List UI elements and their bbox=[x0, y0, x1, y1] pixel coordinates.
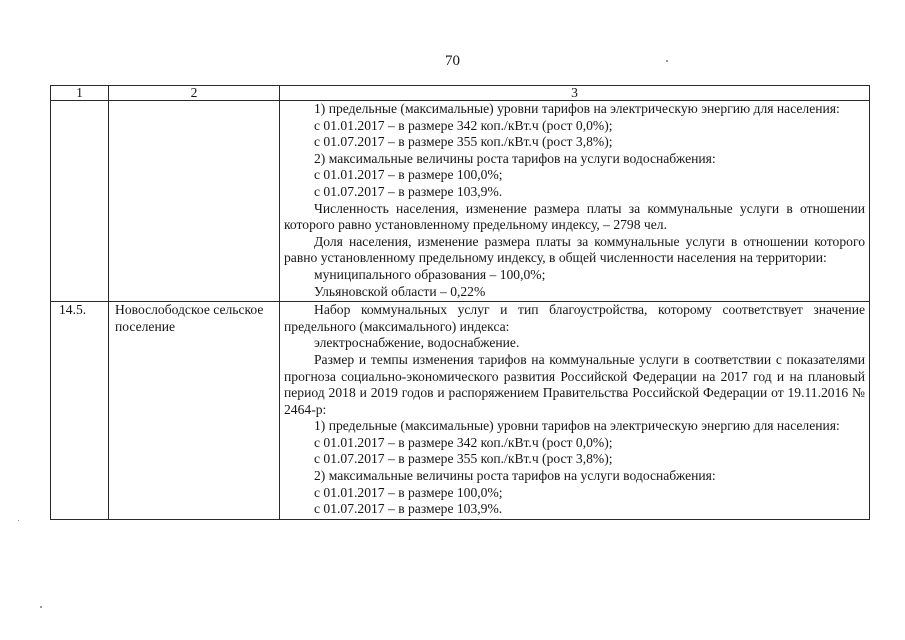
page-number: 70 bbox=[445, 53, 460, 69]
paragraph: Доля населения, изменение размера платы за коммунальные услуги в отношении которого равно установленному предельному индексу, в общей численности населения на территории: bbox=[284, 233, 865, 266]
paragraph: с 01.01.2017 – в размере 100,0%; bbox=[314, 484, 503, 500]
settlement-name-cell bbox=[109, 101, 280, 302]
paragraph: 2) максимальные величины роста тарифов на услуги водоснабжения: bbox=[314, 150, 716, 166]
paragraph: муниципального образования – 100,0%; bbox=[314, 266, 546, 282]
paragraph: 2) максимальные величины роста тарифов на услуги водоснабжения: bbox=[314, 468, 716, 484]
column-header-2: 2 bbox=[109, 86, 280, 101]
paragraph: 1) предельные (максимальные) уровни тарифов на электрическую энергию для населения: bbox=[314, 101, 840, 116]
scan-speck bbox=[18, 520, 19, 521]
column-header-1: 1 bbox=[51, 86, 109, 101]
row-number-cell: 14.5. bbox=[51, 302, 109, 520]
paragraph: Набор коммунальных услуг и тип благоустройства, которому соответствует значение предельного (максимального) индекса: bbox=[284, 302, 865, 334]
paragraph: электроснабжение, водоснабжение. bbox=[314, 335, 520, 351]
paragraph: с 01.07.2017 – в размере 103,9%. bbox=[314, 183, 503, 199]
table-row-continuation bbox=[51, 101, 870, 302]
paragraph: с 01.01.2017 – в размере 342 коп./кВт.ч (рост 0,0%); bbox=[314, 434, 613, 450]
settlement-name-cell: Новослободское сельское поселение bbox=[109, 302, 280, 520]
paragraph: 1) предельные (максимальные) уровни тарифов на электрическую энергию для населения: bbox=[314, 418, 840, 434]
paragraph: с 01.07.2017 – в размере 355 коп./кВт.ч (рост 3,8%); bbox=[314, 451, 613, 467]
paragraph: Ульяновской области – 0,22% bbox=[314, 283, 486, 299]
column-header-3: 3 bbox=[280, 86, 870, 101]
paragraph: с 01.07.2017 – в размере 355 коп./кВт.ч (рост 3,8%); bbox=[314, 134, 613, 150]
tariff-table bbox=[50, 85, 870, 520]
table-header-row bbox=[51, 86, 870, 101]
paragraph: с 01.01.2017 – в размере 342 коп./кВт.ч (рост 0,0%); bbox=[314, 117, 613, 133]
scan-speck bbox=[40, 606, 42, 608]
description-cell bbox=[280, 101, 870, 302]
paragraph: с 01.07.2017 – в размере 103,9%. bbox=[314, 501, 503, 517]
row-number-cell bbox=[51, 101, 109, 302]
paragraph: с 01.01.2017 – в размере 100,0%; bbox=[314, 167, 503, 183]
scan-speck bbox=[666, 60, 668, 62]
paragraph: Размер и темпы изменения тарифов на коммунальные услуги в соответствии с показателями прогноза социально-экономического развития Российской Федерации на 2017 год и на плановый период 2018 и 2019 годов и распоряжением Правительства Российской Федерации от 19.11.2016 № 2464-р: bbox=[284, 351, 865, 417]
paragraph: Численность населения, изменение размера платы за коммунальные услуги в отношении которого равно установленному предельному индексу, – 2798 чел. bbox=[284, 200, 865, 233]
description-cell bbox=[280, 302, 870, 520]
table-row-14-5 bbox=[51, 302, 870, 520]
